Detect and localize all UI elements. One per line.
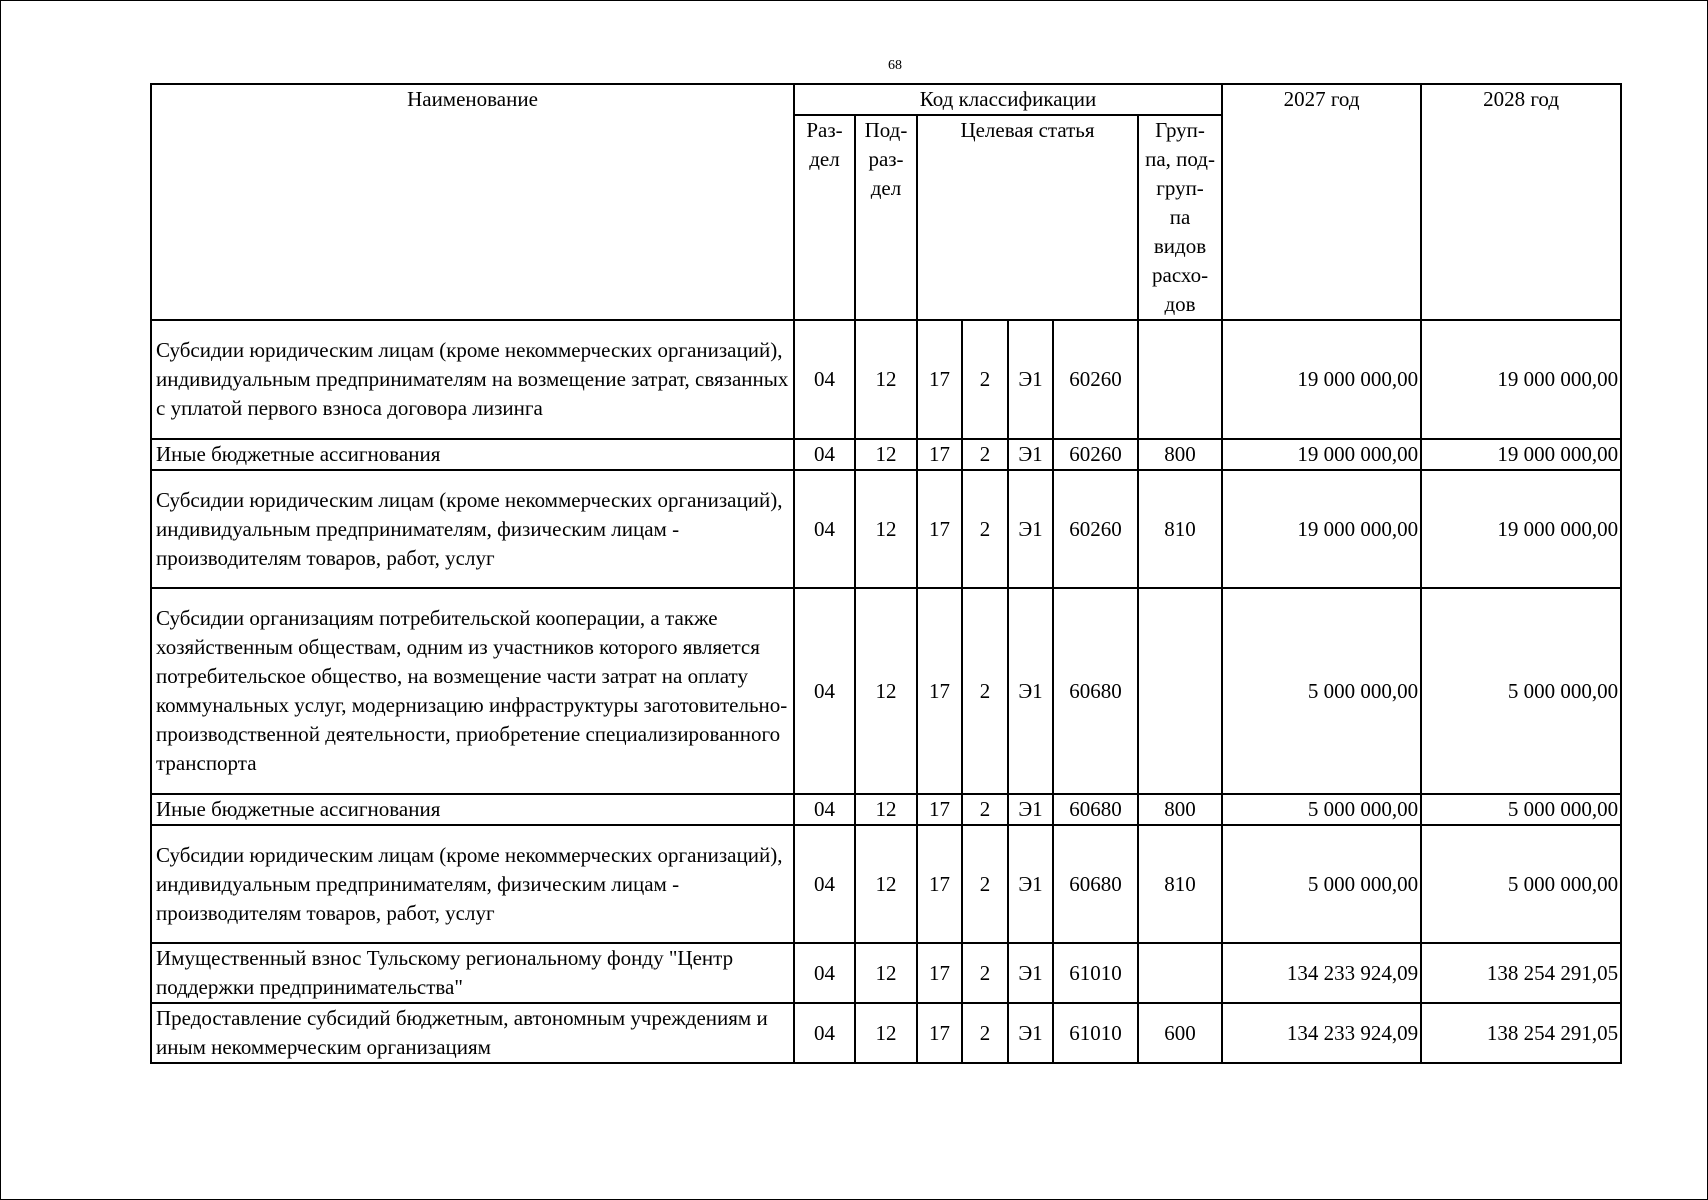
row-amount-2028: 5 000 000,00 xyxy=(1421,794,1621,825)
header-year-2028: 2028 год xyxy=(1421,84,1621,320)
row-expense-group: 800 xyxy=(1138,439,1222,470)
row-amount-2027: 5 000 000,00 xyxy=(1222,794,1421,825)
row-amount-2027: 19 000 000,00 xyxy=(1222,470,1421,588)
row-amount-2027: 5 000 000,00 xyxy=(1222,825,1421,943)
row-amount-2027: 5 000 000,00 xyxy=(1222,588,1421,794)
row-target-direction: 60260 xyxy=(1053,439,1138,470)
row-target-program: 17 xyxy=(917,588,962,794)
row-expense-group: 810 xyxy=(1138,470,1222,588)
row-target-direction: 60260 xyxy=(1053,320,1138,439)
row-section: 04 xyxy=(794,1003,855,1063)
row-subsection: 12 xyxy=(855,320,917,439)
row-section: 04 xyxy=(794,794,855,825)
row-name: Иные бюджетные ассигнования xyxy=(151,439,794,470)
row-expense-group xyxy=(1138,588,1222,794)
row-amount-2028: 5 000 000,00 xyxy=(1421,588,1621,794)
row-target-project: Э1 xyxy=(1008,794,1053,825)
row-section: 04 xyxy=(794,439,855,470)
row-subsection: 12 xyxy=(855,588,917,794)
header-subsection: Под- раз- дел xyxy=(855,115,917,320)
row-target-subprogram: 2 xyxy=(962,320,1008,439)
row-target-program: 17 xyxy=(917,320,962,439)
row-target-project: Э1 xyxy=(1008,1003,1053,1063)
row-target-project: Э1 xyxy=(1008,470,1053,588)
row-amount-2028: 138 254 291,05 xyxy=(1421,943,1621,1003)
row-target-subprogram: 2 xyxy=(962,588,1008,794)
row-amount-2028: 19 000 000,00 xyxy=(1421,470,1621,588)
row-name: Имущественный взнос Тульскому региональному фонду "Центр поддержки предпринимательства" xyxy=(151,943,794,1003)
row-amount-2028: 19 000 000,00 xyxy=(1421,439,1621,470)
row-name: Субсидии юридическим лицам (кроме некоммерческих организаций), индивидуальным предпринимателям на возмещение затрат, связанных с уплатой первого взноса договора лизинга xyxy=(151,320,794,439)
row-amount-2028: 138 254 291,05 xyxy=(1421,1003,1621,1063)
row-target-direction: 60680 xyxy=(1053,825,1138,943)
table-row xyxy=(151,588,1621,794)
row-amount-2027: 19 000 000,00 xyxy=(1222,439,1421,470)
row-target-program: 17 xyxy=(917,825,962,943)
row-target-project: Э1 xyxy=(1008,320,1053,439)
table-row xyxy=(151,794,1621,825)
row-amount-2027: 134 233 924,09 xyxy=(1222,1003,1421,1063)
row-target-direction: 61010 xyxy=(1053,1003,1138,1063)
row-section: 04 xyxy=(794,470,855,588)
budget-table xyxy=(150,83,1622,1064)
row-target-project: Э1 xyxy=(1008,825,1053,943)
header-name: Наименование xyxy=(151,84,794,320)
row-section: 04 xyxy=(794,320,855,439)
table-row xyxy=(151,1003,1621,1063)
row-target-project: Э1 xyxy=(1008,588,1053,794)
row-subsection: 12 xyxy=(855,1003,917,1063)
row-target-subprogram: 2 xyxy=(962,943,1008,1003)
table-row xyxy=(151,439,1621,470)
table-row xyxy=(151,943,1621,1003)
row-name: Субсидии юридическим лицам (кроме некоммерческих организаций), индивидуальным предпринимателям, физическим лицам - производителям товаров, работ, услуг xyxy=(151,470,794,588)
row-section: 04 xyxy=(794,825,855,943)
row-expense-group: 800 xyxy=(1138,794,1222,825)
row-expense-group xyxy=(1138,943,1222,1003)
header-year-2027: 2027 год xyxy=(1222,84,1421,320)
row-target-subprogram: 2 xyxy=(962,794,1008,825)
header-expense-group: Груп- па, под- груп- па видов расхо- дов xyxy=(1138,115,1222,320)
row-subsection: 12 xyxy=(855,794,917,825)
row-section: 04 xyxy=(794,588,855,794)
row-subsection: 12 xyxy=(855,825,917,943)
row-target-direction: 60680 xyxy=(1053,794,1138,825)
row-amount-2028: 5 000 000,00 xyxy=(1421,825,1621,943)
row-target-subprogram: 2 xyxy=(962,825,1008,943)
row-name: Субсидии юридическим лицам (кроме некоммерческих организаций), индивидуальным предпринимателям, физическим лицам - производителям товаров, работ, услуг xyxy=(151,825,794,943)
row-expense-group xyxy=(1138,320,1222,439)
header-classification: Код классификации xyxy=(794,84,1222,115)
row-target-direction: 60680 xyxy=(1053,588,1138,794)
row-amount-2027: 19 000 000,00 xyxy=(1222,320,1421,439)
row-name: Предоставление субсидий бюджетным, автономным учреждениям и иным некоммерческим организациям xyxy=(151,1003,794,1063)
row-subsection: 12 xyxy=(855,470,917,588)
row-target-direction: 61010 xyxy=(1053,943,1138,1003)
row-amount-2027: 134 233 924,09 xyxy=(1222,943,1421,1003)
row-subsection: 12 xyxy=(855,439,917,470)
row-name: Иные бюджетные ассигнования xyxy=(151,794,794,825)
row-target-program: 17 xyxy=(917,470,962,588)
table-row xyxy=(151,470,1621,588)
table-row xyxy=(151,825,1621,943)
row-target-direction: 60260 xyxy=(1053,470,1138,588)
header-target-article: Целевая статья xyxy=(917,115,1138,320)
row-expense-group: 810 xyxy=(1138,825,1222,943)
row-name: Субсидии организациям потребительской кооперации, а также хозяйственным обществам, одним из участников которого является потребительское общество, на возмещение части затрат на оплату коммунальных услуг, модернизацию инфраструктуры заготовительно-производственной деятельности, приобретение специализированного транспорта xyxy=(151,588,794,794)
row-amount-2028: 19 000 000,00 xyxy=(1421,320,1621,439)
row-expense-group: 600 xyxy=(1138,1003,1222,1063)
row-target-program: 17 xyxy=(917,1003,962,1063)
row-section: 04 xyxy=(794,943,855,1003)
row-subsection: 12 xyxy=(855,943,917,1003)
row-target-project: Э1 xyxy=(1008,943,1053,1003)
row-target-subprogram: 2 xyxy=(962,439,1008,470)
row-target-program: 17 xyxy=(917,943,962,1003)
row-target-program: 17 xyxy=(917,794,962,825)
row-target-subprogram: 2 xyxy=(962,470,1008,588)
page-number: 68 xyxy=(888,58,902,73)
row-target-subprogram: 2 xyxy=(962,1003,1008,1063)
row-target-program: 17 xyxy=(917,439,962,470)
row-target-project: Э1 xyxy=(1008,439,1053,470)
header-section: Раз- дел xyxy=(794,115,855,320)
table-row xyxy=(151,320,1621,439)
